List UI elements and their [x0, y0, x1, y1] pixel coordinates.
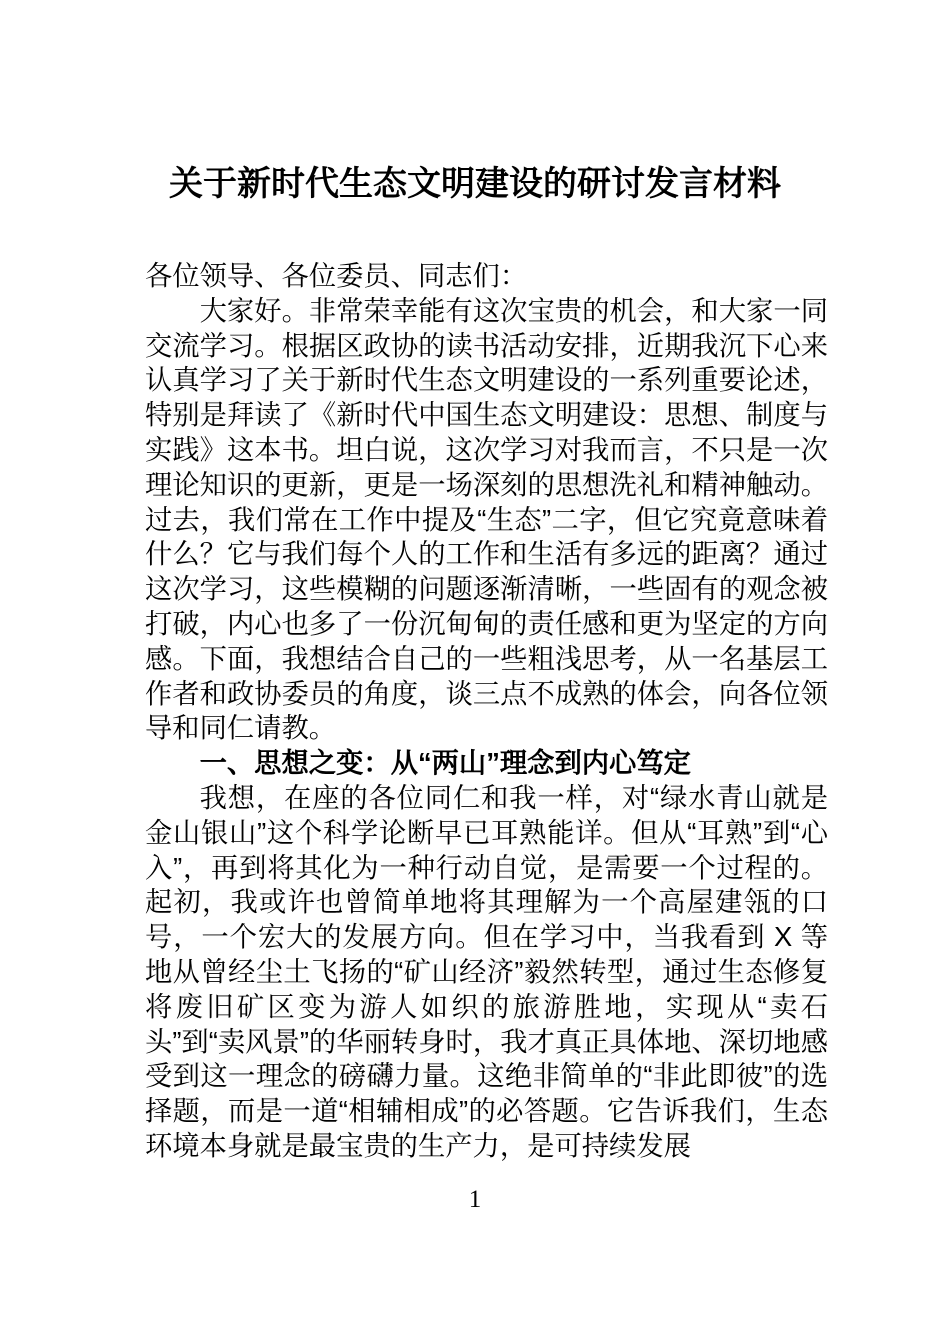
- salutation-line: 各位领导、各位委员、同志们：: [145, 260, 528, 291]
- document-body: [145, 259, 828, 1164]
- section-heading-1: 一、思想之变：从“两山”理念到内心笃定: [199, 747, 691, 779]
- page-number: 1: [468, 1186, 482, 1213]
- document-title: 关于新时代生态文明建设的研讨发言材料: [169, 165, 781, 203]
- body-paragraph-2: 我想，在座的各位同仁和我一样，对“绿水青山就是金山银山”这个科学论断早已耳熟能详。但从“耳熟”到“心入”，再到将其化为一种行动自觉，是需要一个过程的。起初，我或许也曾简单地将其理解为一个高屋建瓴的口号，一个宏大的发展方向。但在学习中，当我看到 X 等地从曾经尘土飞扬的“矿山经济”毅然转型，通过生态修复将废旧矿区变为游人如织的旅游胜地，实现从“卖石头”到“卖风景”的华丽转身时，我才真正具体地、深切地感受到这一理念的磅礴力量。这绝非简单的“非此即彼”的选择题，而是一道“相辅相成”的必答题。它告诉我们，生态环境本身就是最宝贵的生产力，是可持续发展: [145, 781, 828, 1161]
- body-paragraph-1: 大家好。非常荣幸能有这次宝贵的机会，和大家一同交流学习。根据区政协的读书活动安排，近期我沉下心来认真学习了关于新时代生态文明建设的一系列重要论述，特别是拜读了《新时代中国生态文明建设：思想、制度与实践》这本书。坦白说，这次学习对我而言，不只是一次理论知识的更新，更是一场深刻的思想洗礼和精神触动。过去，我们常在工作中提及“生态”二字，但它究竟意味着什么？它与我们每个人的工作和生活有多远的距离？通过这次学习，这些模糊的问题逐渐清晰，一些固有的观念被打破，内心也多了一份沉甸甸的责任感和更为坚定的方向感。下面，我想结合自己的一些粗浅思考，从一名基层工作者和政协委员的角度，谈三点不成熟的体会，向各位领导和同仁请教。: [145, 294, 828, 744]
